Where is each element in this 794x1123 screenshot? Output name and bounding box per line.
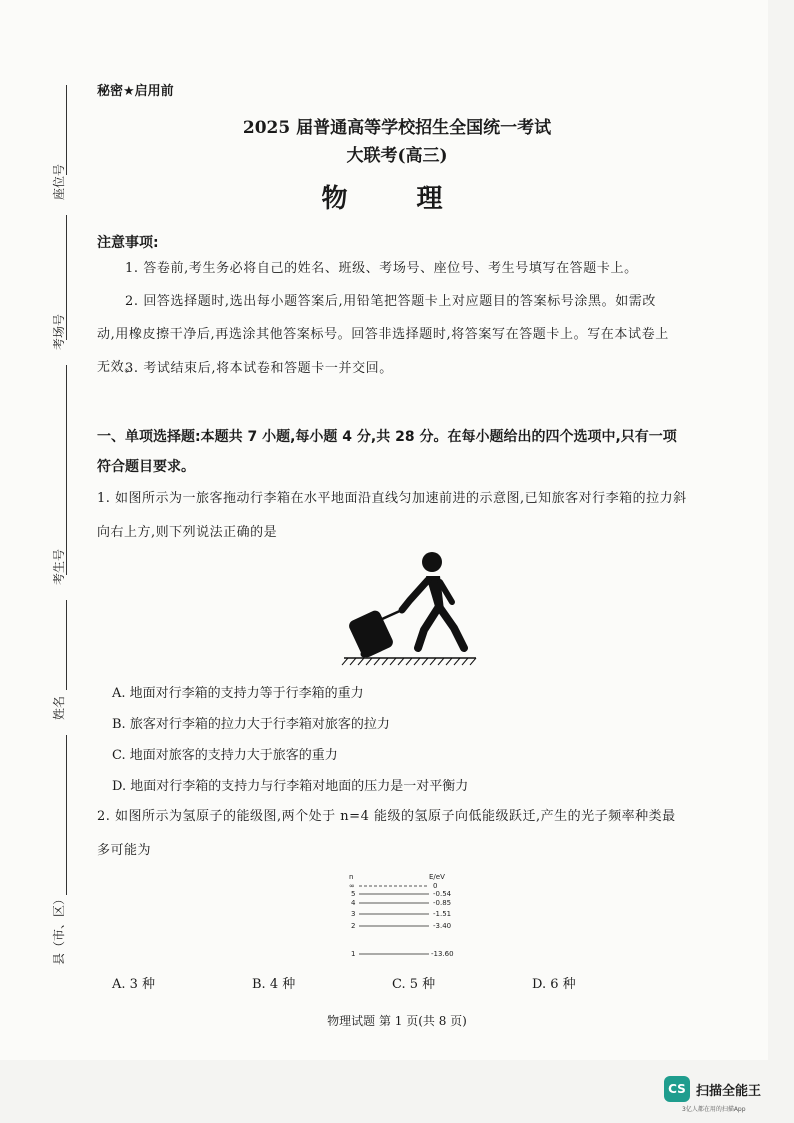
q1-option-a: A. 地面对行李箱的支持力等于行李箱的重力 [112,686,364,701]
notice-item: 2. 回答选择题时,选出每小题答案后,用铅笔把答题卡上对应题目的答案标号涂黑。如需改动,用橡皮擦干净后,再选涂其他答案标号。回答非选择题时,将答案写在答题卡上。写在本试卷上无效。 [97,294,669,375]
q2-option-b: B. 4 种 [252,977,296,992]
energy-header: E/eV [429,873,445,881]
level-energy: -0.85 [433,899,452,907]
secret-mark: 秘密★启用前 [97,84,174,99]
q2-option-d: D. 6 种 [532,977,576,992]
q1-option-d: D. 地面对行李箱的支持力与行李箱对地面的压力是一对平衡力 [112,779,469,794]
candidate-number-label: 考生号 [52,548,66,585]
level-n: 4 [351,899,356,907]
subject-title: 物 理 [321,184,473,214]
page-footer: 物理试题 第 1 页(共 8 页) [327,1014,467,1028]
q2-options [112,973,672,992]
notice-heading: 注意事项: [97,235,159,251]
n-header: n [349,873,354,881]
notice-item: 1. 答卷前,考生务必将自己的姓名、班级、考场号、座位号、考生号填写在答题卡上。 [125,261,638,276]
camscanner-logo-icon: CS [664,1076,690,1102]
q1-option-b: B. 旅客对行李箱的拉力大于行李箱对旅客的拉力 [112,717,390,732]
level-energy: -1.51 [433,910,452,918]
name-label: 姓名 [52,695,66,720]
level-energy: -3.40 [433,922,452,930]
exam-room-label: 考场号 [52,313,66,350]
section-heading: 一、单项选择题:本题共 7 小题,每小题 4 分,共 28 分。在每小题给出的四个选项中,只有一项符合题目要求。 [97,429,677,475]
traveler-luggage-figure [340,548,480,666]
question-1-stem: 1. 如图所示为一旅客拖动行李箱在水平地面沿直线匀加速前进的示意图,已知旅客对行李箱的拉力斜向右上方,则下列说法正确的是 [97,491,687,540]
scanner-tagline: 3亿人都在用的扫描App [682,1106,746,1113]
q2-option-a: A. 3 种 [112,977,156,992]
exam-subtitle: 大联考(高三) [346,146,448,166]
energy-level-diagram [345,870,465,960]
level-n: 3 [351,910,356,918]
q2-option-c: C. 5 种 [392,977,436,992]
margin-line [66,365,67,575]
exam-title: 2025 届普通高等学校招生全国统一考试 [242,118,552,138]
notice-item: 3. 考试结束后,将本试卷和答题卡一并交回。 [125,361,393,376]
q1-option-c: C. 地面对旅客的支持力大于旅客的重力 [112,748,338,763]
level-n: 2 [351,922,356,930]
county-label: 县（市、区） [52,892,66,965]
question-2-stem: 2. 如图所示为氢原子的能级图,两个处于 n=4 能级的氢原子向低能级跃迁,产生的光子频率种类最多可能为 [97,809,676,858]
scanner-app-name: 扫描全能王 [696,1083,762,1099]
level-energy: 0 [433,882,438,890]
level-energy: -13.60 [431,950,454,958]
margin-line [66,600,67,690]
level-energy: -0.54 [433,890,452,898]
margin-line [66,735,67,895]
seat-number-label: 座位号 [52,163,66,200]
scanner-watermark [664,1076,761,1102]
level-n: 5 [351,890,356,898]
level-n: 1 [351,950,356,958]
level-n: ∞ [349,882,355,890]
